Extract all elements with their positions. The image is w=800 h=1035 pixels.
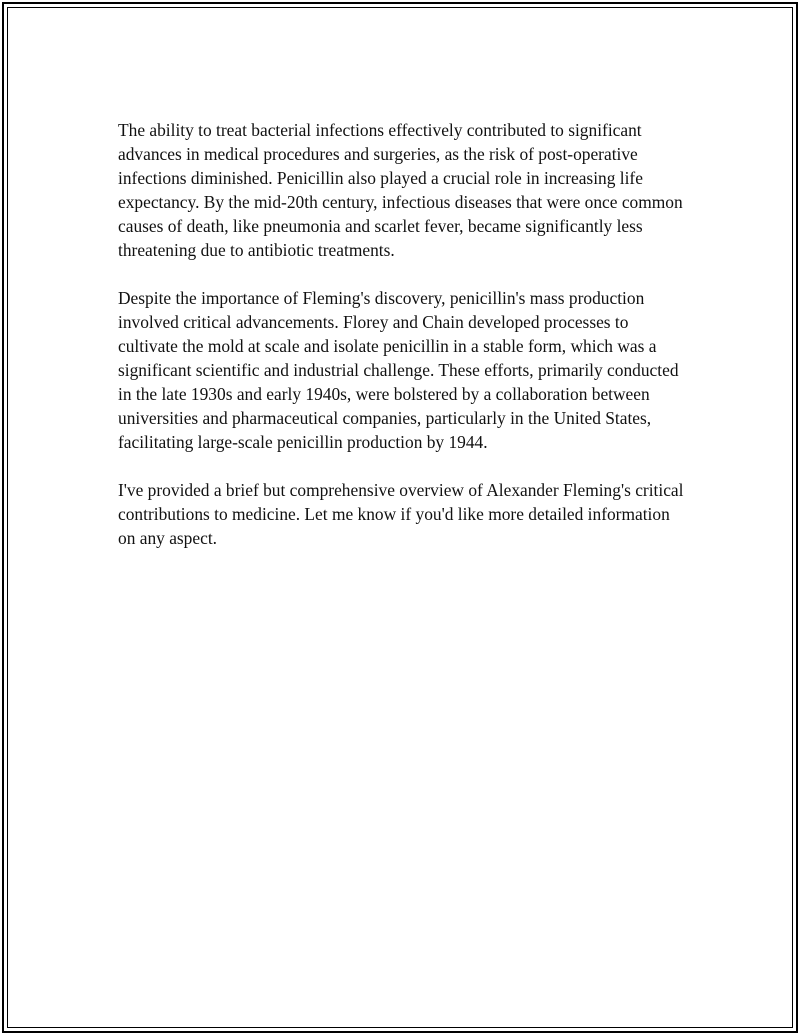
paragraph-closing-note: I've provided a brief but comprehensive overview of Alexander Fleming's critical contributions to medicine. Let me know if you'd like more detailed information on any aspect. xyxy=(118,480,684,548)
paragraph-medical-advances: The ability to treat bacterial infections effectively contributed to significant advances in medical procedures and surgeries, as the risk of post-operative infections diminished. Penicillin also played a crucial role in increasing life expectancy. By the mid-20th century, infectious diseases that were once common causes of death, like pneumonia and scarlet fever, became significantly less threatening due to antibiotic treatments. xyxy=(118,120,683,260)
document-body xyxy=(118,118,690,574)
paragraph-mass-production: Despite the importance of Fleming's discovery, penicillin's mass production involved critical advancements. Florey and Chain developed processes to cultivate the mold at scale and isolate penicillin in a stable form, which was a significant scientific and industrial challenge. These efforts, primarily conducted in the late 1930s and early 1940s, were bolstered by a collaboration between universities and pharmaceutical companies, particularly in the United States, facilitating large-scale penicillin production by 1944. xyxy=(118,288,679,452)
